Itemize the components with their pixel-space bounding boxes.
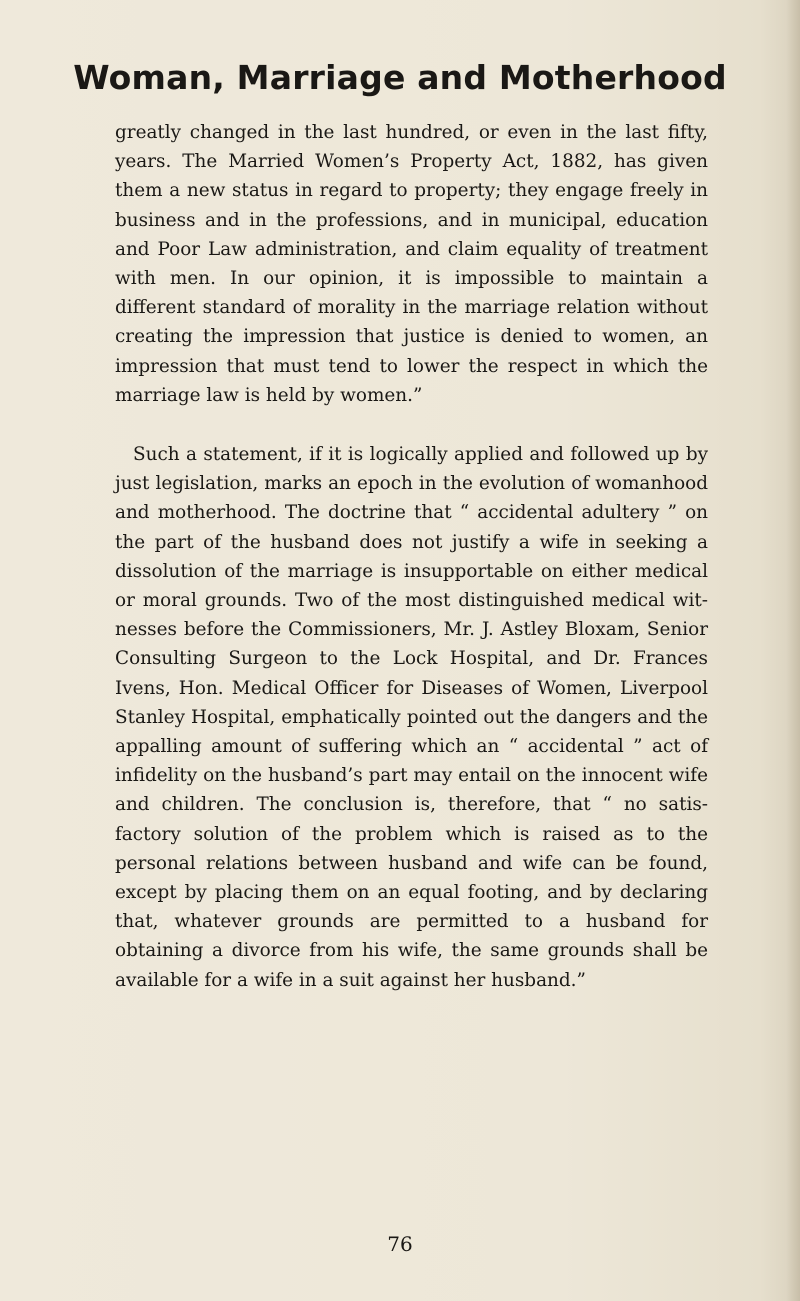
paragraph-continued: greatly changed in the last hundred, or even in the last fifty, years. The Married Women’s Property Act, 1882, has given them a new status in regard to property; they engage freely in business and in the professions, and in municipal, education and Poor Law administration, and claim equality of treatment with men. In our opinion, it is impossible to maintain a different standard of morality in the marriage relation without creating the impression that justice is denied to women, an impression that must tend to lower the respect in which the marriage law is held by women.” [115,122,708,406]
page-number: 76 [387,1232,413,1256]
running-head: Woman, Marriage and Motherhood [73,58,727,97]
paragraph: Such a statement, if it is logically applied and followed up by just legislation, marks an epoch in the evolution of womanhood and motherhood. The doctrine that “ accidental adultery ” on the part of the husband does not justify a wife in seeking a dissolution of the marriage is insupportable on either medical or moral grounds. Two of the most distinguished medical wit-nesses before the Commissioners, Mr. J. Astley Bloxam, Senior Consulting Surgeon to the Lock Hospital, and Dr. Frances Ivens, Hon. Medical Officer for Diseases of Women, Liverpool Stanley Hospital, emphatically pointed out the dangers and the appalling amount of suffering which an “ accidental ” act of infidelity on the husband’s part may entail on the innocent wife and children. The conclusion is, therefore, that “ no satis-factory solution of the problem which is raised as to the personal relations between husband and wife can be found, except by placing them on an equal footing, and by declaring that, whatever grounds are permitted to a husband for obtaining a divorce from his wife, the same grounds shall be available for a wife in a suit against her husband.” [115,444,708,991]
body-text [115,118,708,995]
